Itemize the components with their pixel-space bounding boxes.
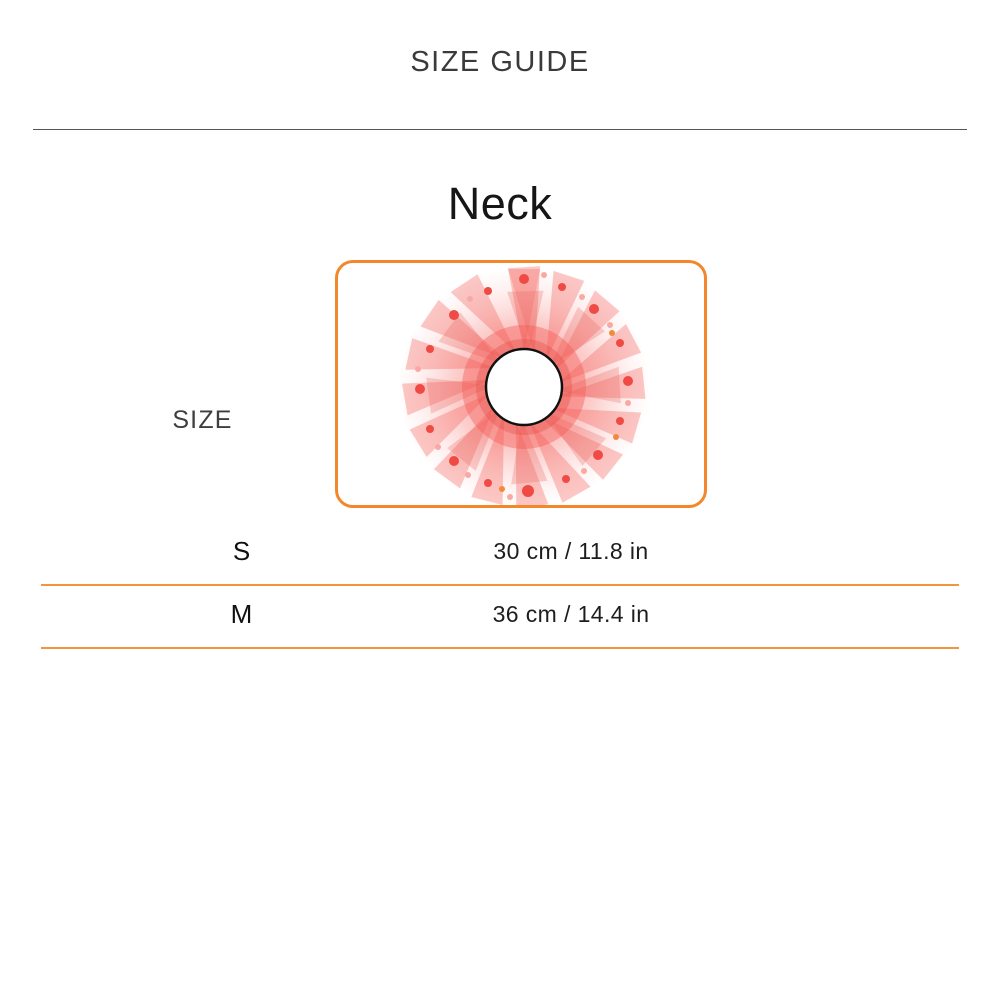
- row-size-label: S: [232, 536, 251, 566]
- row-measure-value: 30 cm / 11.8 in: [493, 538, 649, 564]
- header-divider: [33, 129, 967, 130]
- row-size-label: M: [230, 599, 253, 629]
- row-measure-value: 36 cm / 14.4 in: [492, 601, 650, 627]
- table-row: [41, 524, 959, 586]
- page-title: SIZE GUIDE: [410, 46, 590, 78]
- illustration-card: [335, 260, 707, 508]
- row-divider: [41, 584, 959, 586]
- table-row: [41, 587, 959, 649]
- size-column-label: SIZE: [172, 406, 233, 434]
- row-divider: [41, 647, 959, 649]
- body-part-title: Neck: [447, 178, 553, 229]
- ruffle-collar-illustration: [338, 263, 704, 505]
